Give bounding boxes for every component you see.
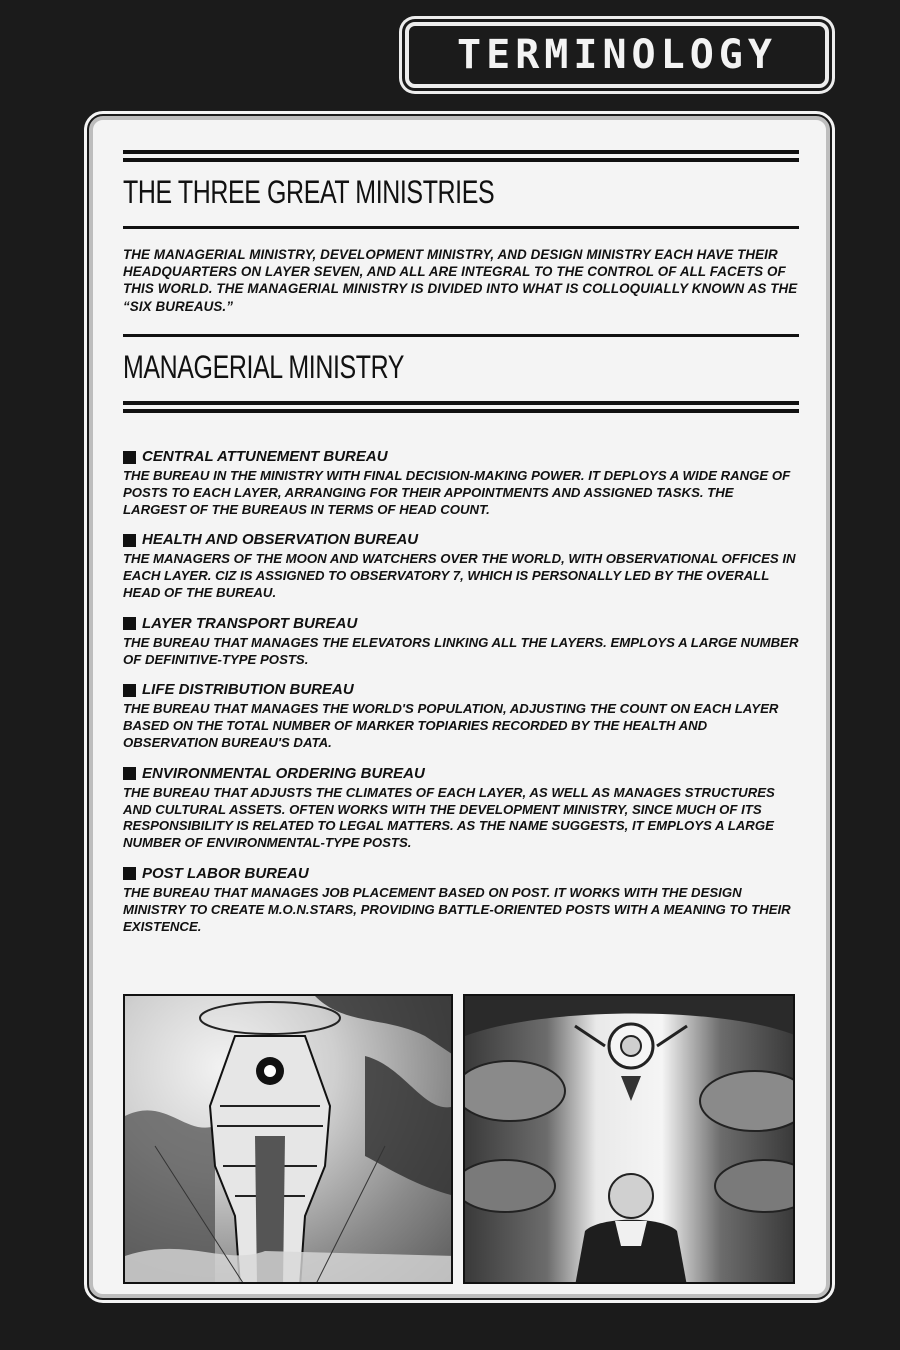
list-item xyxy=(123,531,799,601)
terminology-badge xyxy=(405,22,829,88)
divider xyxy=(123,401,799,405)
list-item xyxy=(123,765,799,852)
divider xyxy=(123,150,799,154)
hall-illustration xyxy=(465,996,795,1284)
entry-body: THE MANAGERS OF THE MOON AND WATCHERS OVER THE WORLD, WITH OBSERVATIONAL OFFICES IN EACH LAYER. CIZ IS ASSIGNED TO OBSERVATORY 7, WHICH IS PERSONALLY LED BY THE OVERALL HEAD OF THE BUREAU. xyxy=(123,551,796,600)
divider xyxy=(123,226,799,229)
divider xyxy=(123,158,799,162)
page-title: TERMINOLOGY xyxy=(457,32,777,78)
entry-title: POST LABOR BUREAU xyxy=(142,864,309,882)
section-heading: THE THREE GREAT MINISTRIES xyxy=(123,174,495,210)
square-bullet-icon xyxy=(123,451,136,464)
managerial-ministry-header xyxy=(123,334,799,413)
entry-body: THE BUREAU THAT MANAGES THE WORLD'S POPULATION, ADJUSTING THE COUNT ON EACH LAYER BASED ON THE TOTAL NUMBER OF MARKER TOPIARIES RECORDED BY THE HEALTH AND OBSERVATION BUREAU'S DATA. xyxy=(123,701,779,750)
entry-body: THE BUREAU THAT ADJUSTS THE CLIMATES OF EACH LAYER, AS WELL AS MANAGES STRUCTURES AND CULTURAL ASSETS. OFTEN WORKS WITH THE DEVELOPMENT MINISTRY, SINCE MUCH OF ITS RESPONSIBILITY IS RELATED TO LEGAL MATTERS. AS THE NAME SUGGESTS, IT EMPLOYS A LARGE NUMBER OF ENVIRONMENTAL-TYPE POSTS. xyxy=(123,784,775,851)
bureau-list xyxy=(123,448,799,948)
square-bullet-icon xyxy=(123,534,136,547)
divider xyxy=(123,409,799,413)
illustration-panel-left xyxy=(123,994,453,1284)
entry-title: ENVIRONMENTAL ORDERING BUREAU xyxy=(142,764,425,782)
list-item xyxy=(123,681,799,751)
entry-body: THE BUREAU THAT MANAGES JOB PLACEMENT BASED ON POST. IT WORKS WITH THE DESIGN MINISTRY TO CREATE M.O.N.STARS, PROVIDING BATTLE-ORIENTED POSTS WITH A MEANING TO THEIR EXISTENCE. xyxy=(123,884,791,934)
entry-body: THE BUREAU IN THE MINISTRY WITH FINAL DECISION-MAKING POWER. IT DEPLOYS A WIDE RANGE OF POSTS TO EACH LAYER, ARRANGING FOR THEIR APPOINTMENTS AND ASSIGNED TASKS. THE LARGEST OF THE BUREAUS IN TERMS OF HEAD COUNT. xyxy=(123,468,791,517)
illustration-panel-right xyxy=(463,994,795,1284)
entry-title: LAYER TRANSPORT BUREAU xyxy=(142,614,358,632)
terminology-card xyxy=(89,116,830,1298)
section-heading: MANAGERIAL MINISTRY xyxy=(123,349,405,385)
entry-title: HEALTH AND OBSERVATION BUREAU xyxy=(142,531,419,549)
list-item xyxy=(123,448,799,518)
square-bullet-icon xyxy=(123,617,136,630)
tower-illustration xyxy=(125,996,453,1284)
square-bullet-icon xyxy=(123,767,136,780)
entry-body: THE BUREAU THAT MANAGES THE ELEVATORS LINKING ALL THE LAYERS. EMPLOYS A LARGE NUMBER OF DEFINITIVE-TYPE POSTS. xyxy=(123,634,799,667)
list-item xyxy=(123,865,799,935)
square-bullet-icon xyxy=(123,867,136,880)
list-item xyxy=(123,615,799,669)
square-bullet-icon xyxy=(123,684,136,697)
three-great-ministries-header xyxy=(123,150,799,229)
divider xyxy=(123,334,799,337)
entry-title: CENTRAL ATTUNEMENT BUREAU xyxy=(142,448,388,465)
three-great-ministries-intro: THE MANAGERIAL MINISTRY, DEVELOPMENT MINISTRY, AND DESIGN MINISTRY EACH HAVE THEIR HEADQUARTERS ON LAYER SEVEN, AND ALL ARE INTEGRAL TO THE CONTROL OF ALL FACETS OF THIS WORLD. THE MANAGERIAL MINISTRY IS DIVIDED INTO WHAT IS COLLOQUIALLY KNOWN AS THE “SIX BUREAUS.” xyxy=(123,247,798,314)
entry-title: LIFE DISTRIBUTION BUREAU xyxy=(142,681,354,699)
